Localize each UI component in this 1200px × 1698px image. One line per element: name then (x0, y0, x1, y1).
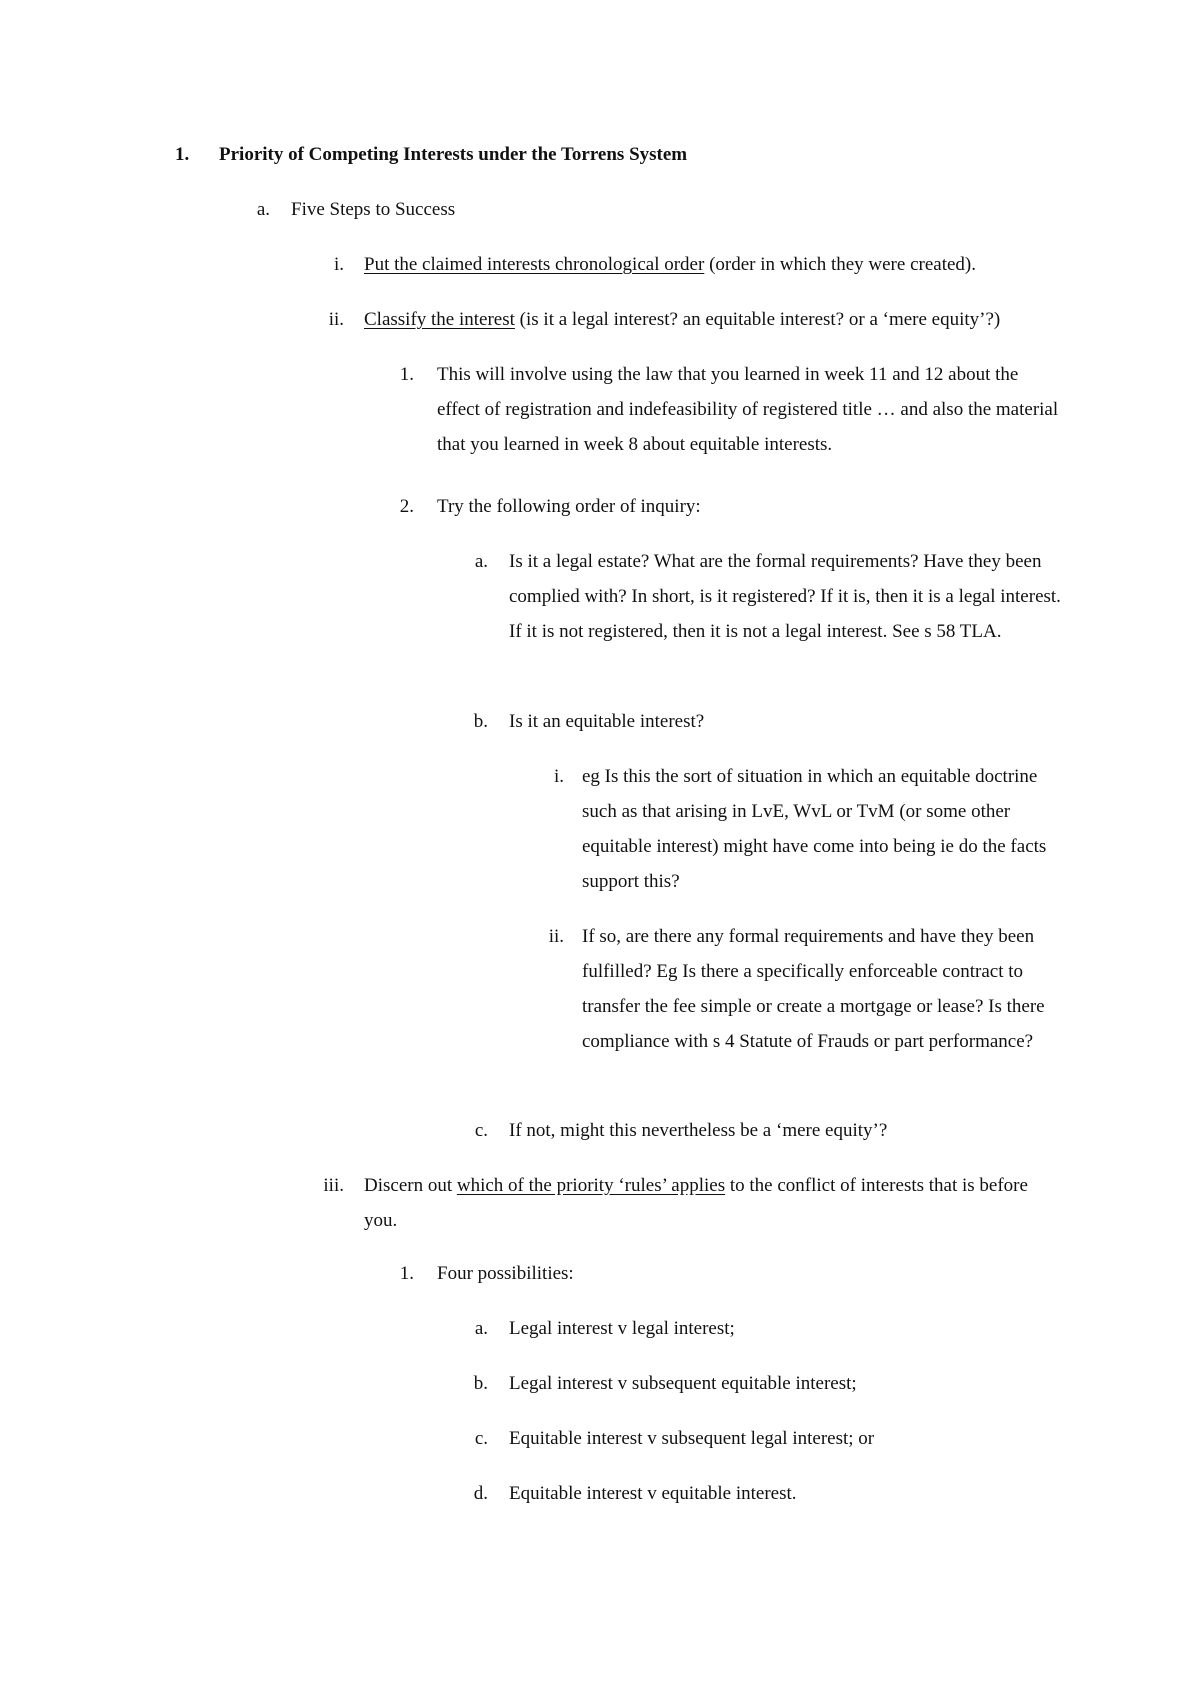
step-iii-text (364, 1168, 1064, 1238)
step-ii-marker: ii. (328, 309, 344, 330)
step-iii-1-d-text: Equitable interest v equitable interest. (509, 1483, 797, 1504)
step-ii-2-b-ii-marker: ii. (548, 926, 564, 947)
step-iii-1-a-text: Legal interest v legal interest; (509, 1318, 735, 1339)
step-i-text (364, 247, 1064, 282)
step-iii-1-marker: 1. (399, 1263, 414, 1284)
step-i-marker: i. (333, 254, 344, 275)
step-ii-text (364, 302, 1084, 337)
step-iii-1-text: Four possibilities: (437, 1263, 574, 1284)
step-ii-1-marker: 1. (399, 364, 414, 385)
step-ii-rest: (is it a legal interest? an equitable interest? or a ‘mere equity’?) (514, 309, 1001, 330)
step-ii-2-b-i-text: eg Is this the sort of situation in which an equitable doctrine such as that arising in LvE, WvL or TvM (or some other equitable interest) might have come into being ie do the facts support this? (582, 766, 1047, 892)
step-iii-1-a-marker: a. (474, 1318, 488, 1339)
step-ii-2-b-i-marker: i. (553, 766, 564, 787)
step-iii-underlined: which of the priority ‘rules’ applies (456, 1175, 726, 1196)
step-ii-2-marker: 2. (399, 496, 414, 517)
step-i-underlined: Put the claimed interests chronological order (364, 254, 705, 275)
step-ii-2-a-text: Is it a legal estate? What are the formal requirements? Have they been complied with? In short, is it registered? If it is, then it is a legal interest. If it is not registered, then it is not a legal interest. See s 58 TLA. (509, 551, 1061, 642)
step-iii-before: Discern out (364, 1175, 457, 1196)
step-ii-2-b-text: Is it an equitable interest? (509, 711, 705, 732)
step-ii-2-c-text: If not, might this nevertheless be a ‘mere equity’? (509, 1120, 888, 1141)
step-iii-after: to the conflict of interests that is before you. (364, 1175, 1028, 1231)
section-a-title: Five Steps to Success (291, 199, 456, 220)
step-iii-1-b-text: Legal interest v subsequent equitable interest; (509, 1373, 857, 1394)
step-i-rest: (order in which they were created). (704, 254, 976, 275)
step-ii-2-c-marker: c. (474, 1120, 488, 1141)
heading-marker: 1. (175, 144, 190, 165)
heading-title: Priority of Competing Interests under the Torrens System (219, 144, 688, 165)
step-ii-underlined: Classify the interest (364, 309, 515, 330)
section-a-marker: a. (256, 199, 270, 220)
step-iii-marker: iii. (323, 1175, 344, 1196)
step-iii-1-d-marker: d. (473, 1483, 488, 1504)
step-ii-1-text: This will involve using the law that you learned in week 11 and 12 about the effect of registration and indefeasibility of registered title … and also the material that you learned in week 8 about equitable interests. (437, 364, 1059, 455)
step-ii-2-b-marker: b. (473, 711, 488, 732)
step-ii-2-b-ii-text: If so, are there any formal requirements and have they been fulfilled? Eg Is there a specifically enforceable contract to transfer the fee simple or create a mortgage or lease? Is there compliance with s 4 Statute of Frauds or part performance? (582, 926, 1045, 1052)
step-iii-1-b-marker: b. (473, 1373, 488, 1394)
step-ii-2-text: Try the following order of inquiry: (437, 496, 701, 517)
step-iii-1-c-text: Equitable interest v subsequent legal interest; or (509, 1428, 875, 1449)
step-ii-2-a-marker: a. (474, 551, 488, 572)
step-iii-1-c-marker: c. (474, 1428, 488, 1449)
